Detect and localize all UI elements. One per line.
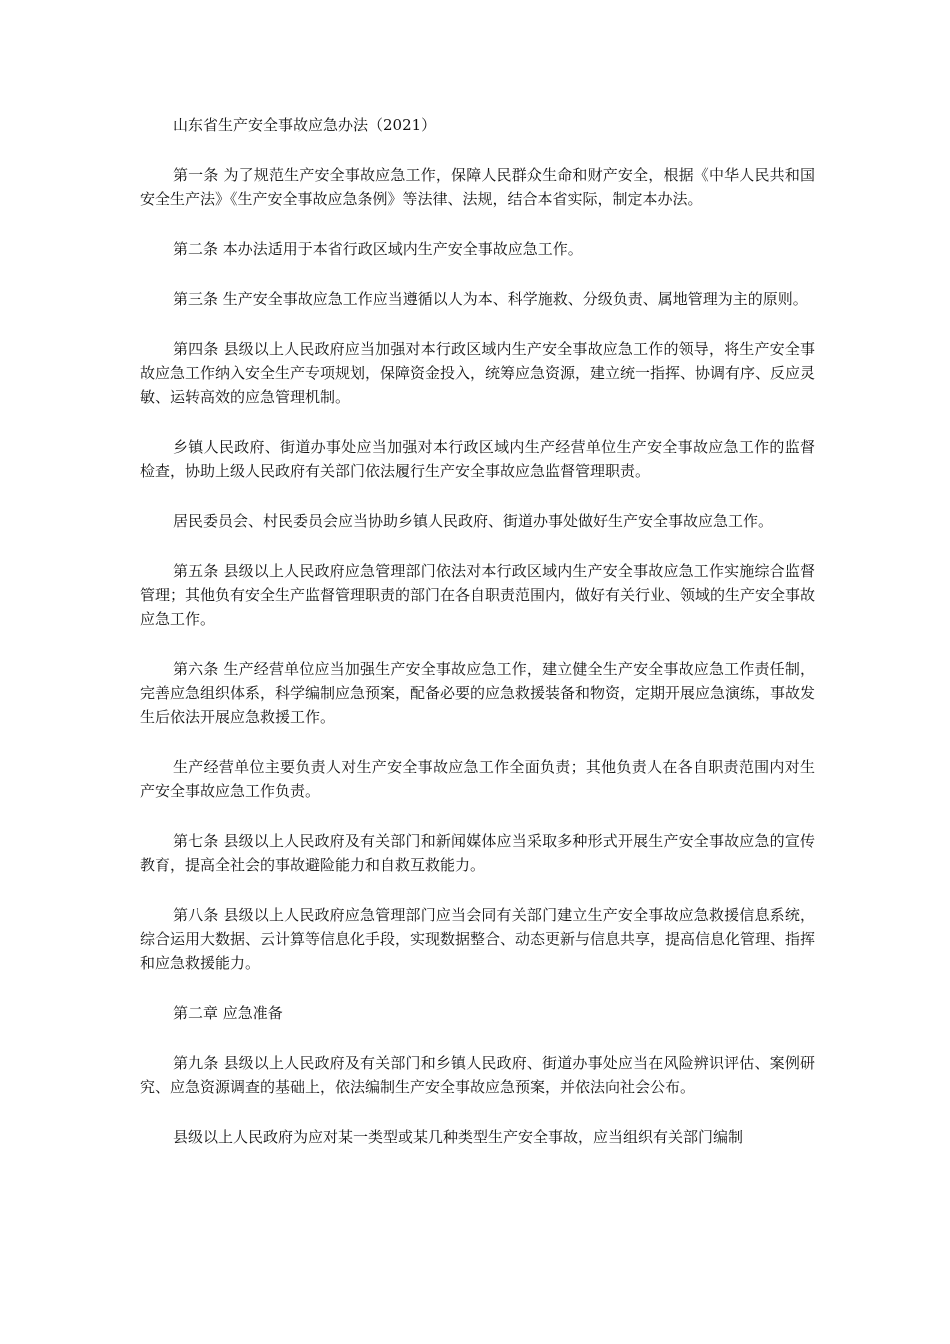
article-4: 第四条 县级以上人民政府应当加强对本行政区域内生产安全事故应急工作的领导，将生产安全事故应急工作纳入安全生产专项规划，保障资金投入，统筹应急资源，建立统一指挥、协调有序、反应灵敏、运转高效的应急管理机制。 <box>140 340 816 406</box>
article-6: 第六条 生产经营单位应当加强生产安全事故应急工作，建立健全生产安全事故应急工作责任制，完善应急组织体系，科学编制应急预案，配备必要的应急救援装备和物资，定期开展应急演练，事故发生后依法开展应急救援工作。 <box>140 660 816 726</box>
article-5: 第五条 县级以上人民政府应急管理部门依法对本行政区域内生产安全事故应急工作实施综合监督管理；其他负有安全生产监督管理职责的部门在各自职责范围内，做好有关行业、领域的生产安全事故应急工作。 <box>140 562 816 628</box>
article-8: 第八条 县级以上人民政府应急管理部门应当会同有关部门建立生产安全事故应急救援信息系统，综合运用大数据、云计算等信息化手段，实现数据整合、动态更新与信息共享，提高信息化管理、指挥和应急救援能力。 <box>140 906 816 972</box>
article-9: 第九条 县级以上人民政府及有关部门和乡镇人民政府、街道办事处应当在风险辨识评估、案例研究、应急资源调查的基础上，依法编制生产安全事故应急预案，并依法向社会公布。 <box>140 1054 815 1096</box>
document-body <box>140 113 815 1175</box>
article-4-paragraph-3: 居民委员会、村民委员会应当协助乡镇人民政府、街道办事处做好生产安全事故应急工作。 <box>173 512 774 530</box>
chapter-2-heading: 第二章 应急准备 <box>173 1004 283 1022</box>
document-title: 山东省生产安全事故应急办法（2021） <box>173 116 437 134</box>
article-9-paragraph-2: 县级以上人民政府为应对某一类型或某几种类型生产安全事故，应当组织有关部门编制 <box>173 1128 744 1146</box>
article-4-paragraph-2: 乡镇人民政府、街道办事处应当加强对本行政区域内生产经营单位生产安全事故应急工作的监督检查，协助上级人民政府有关部门依法履行生产安全事故应急监督管理职责。 <box>140 438 815 480</box>
article-3: 第三条 生产安全事故应急工作应当遵循以人为本、科学施救、分级负责、属地管理为主的原则。 <box>173 290 808 308</box>
article-7: 第七条 县级以上人民政府及有关部门和新闻媒体应当采取多种形式开展生产安全事故应急的宣传教育，提高全社会的事故避险能力和自救互救能力。 <box>140 832 815 874</box>
article-1: 第一条 为了规范生产安全事故应急工作，保障人民群众生命和财产安全，根据《中华人民共和国安全生产法》《生产安全事故应急条例》等法律、法规，结合本省实际，制定本办法。 <box>140 166 815 208</box>
article-2: 第二条 本办法适用于本省行政区域内生产安全事故应急工作。 <box>173 240 583 258</box>
article-6-paragraph-2: 生产经营单位主要负责人对生产安全事故应急工作全面负责；其他负责人在各自职责范围内对生产安全事故应急工作负责。 <box>140 758 815 800</box>
